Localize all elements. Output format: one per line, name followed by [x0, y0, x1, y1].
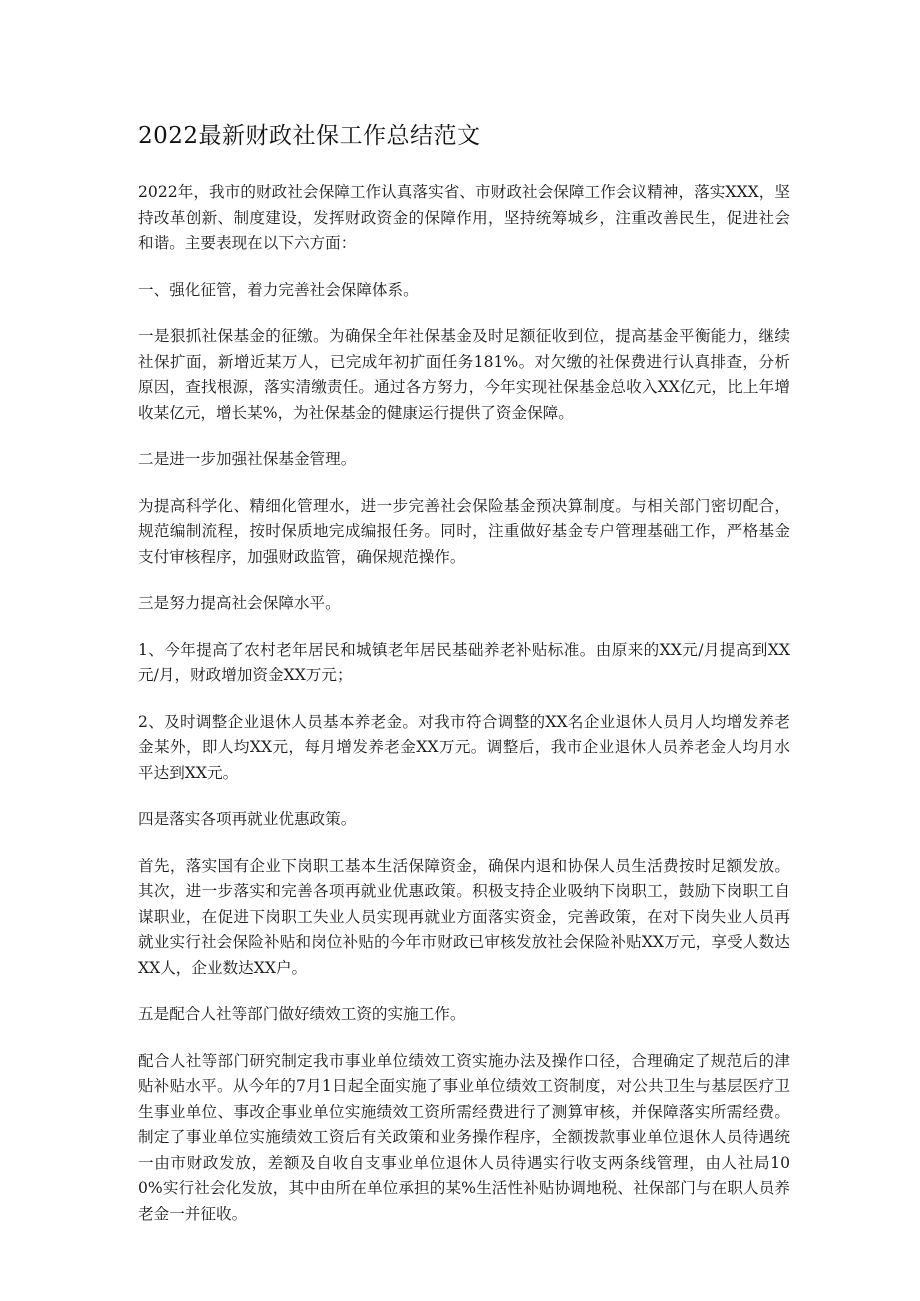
section-1-paragraph-1: 一是狠抓社保基金的征缴。为确保全年社保基金及时足额征收到位，提高基金平衡能力，继续社保扩面，新增近某万人，已完成年初扩面任务181%。对欠缴的社保费进行认真排查，分析原因，查找根源，落实清缴责任。通过各方努力，今年实现社保基金总收入XX亿元，比上年增收某亿元，增长某%，为社保基金的健康运行提供了资金保障。 — [138, 327, 790, 422]
section-heading-1: 一、强化征管，着力完善社会保障体系。 — [138, 280, 419, 299]
section-5-paragraph-1: 配合人社等部门研究制定我市事业单位绩效工资实施办法及操作口径，合理确定了规范后的津贴补贴水平。从今年的7月1日起全面实施了事业单位绩效工资制度，对公共卫生与基层医疗卫生事业单位、事改企事业单位实施绩效工资所需经费进行了测算审核，并保障落实所需经费。制定了事业单位实施绩效工资后有关政策和业务操作程序，全额拨款事业单位退休人员待遇统一由市财政发放，差额及自收自支事业单位退休人员待遇实行收支两条线管理，由人社局100%实行社会化发放，其中由所在单位承担的某%生活性补贴协调地税、社保部门与在职人员养老金一并征收。 — [138, 1051, 790, 1223]
section-2-paragraph-1: 为提高科学化、精细化管理水，进一步完善社会保险基金预决算制度。与相关部门密切配合，规范编制流程，按时保质地完成编报任务。同时，注重做好基金专户管理基础工作，严格基金支付审核程序，加强财政监管，确保规范操作。 — [138, 496, 790, 566]
section-heading-2: 二是进一步加强社保基金管理。 — [138, 450, 357, 468]
section-3-paragraph-1: 1、今年提高了农村老年居民和城镇老年居民基础养老补贴标准。由原来的XX元/月提高到XX元/月，财政增加资金XX万元； — [138, 640, 790, 684]
document-page — [138, 118, 790, 1248]
section-heading-4: 四是落实各项再就业优惠政策。 — [138, 810, 357, 828]
section-heading-3: 三是努力提高社会保障水平。 — [138, 594, 341, 612]
intro-paragraph: 2022年，我市的财政社会保障工作认真落实省、市财政社会保障工作会议精神，落实XXX，坚持改革创新、制度建设，发挥财政资金的保障作用，坚持统筹城乡，注重改善民生，促进社会和谐。主要表现在以下六方面： — [138, 183, 790, 252]
section-3-paragraph-2: 2、及时调整企业退休人员基本养老金。对我市符合调整的XX名企业退休人员月人均增发养老金某外，即人均XX元，每月增发养老金XX万元。调整后，我市企业退休人员养老金人均月水平达到XX元。 — [138, 712, 790, 782]
document-title: 2022最新财政社保工作总结范文 — [138, 123, 481, 149]
section-heading-5: 五是配合人社等部门做好绩效工资的实施工作。 — [138, 1005, 466, 1023]
section-4-paragraph-1: 首先，落实国有企业下岗职工基本生活保障资金，确保内退和协保人员生活费按时足额发放。其次，进一步落实和完善各项再就业优惠政策。积极支持企业吸纳下岗职工，鼓励下岗职工自谋职业，在促进下岗职工失业人员实现再就业方面落实资金，完善政策，在对下岗失业人员再就业实行社会保险补贴和岗位补贴的今年市财政已审核发放社会保险补贴XX万元，享受人数达XX人，企业数达XX户。 — [138, 856, 790, 977]
